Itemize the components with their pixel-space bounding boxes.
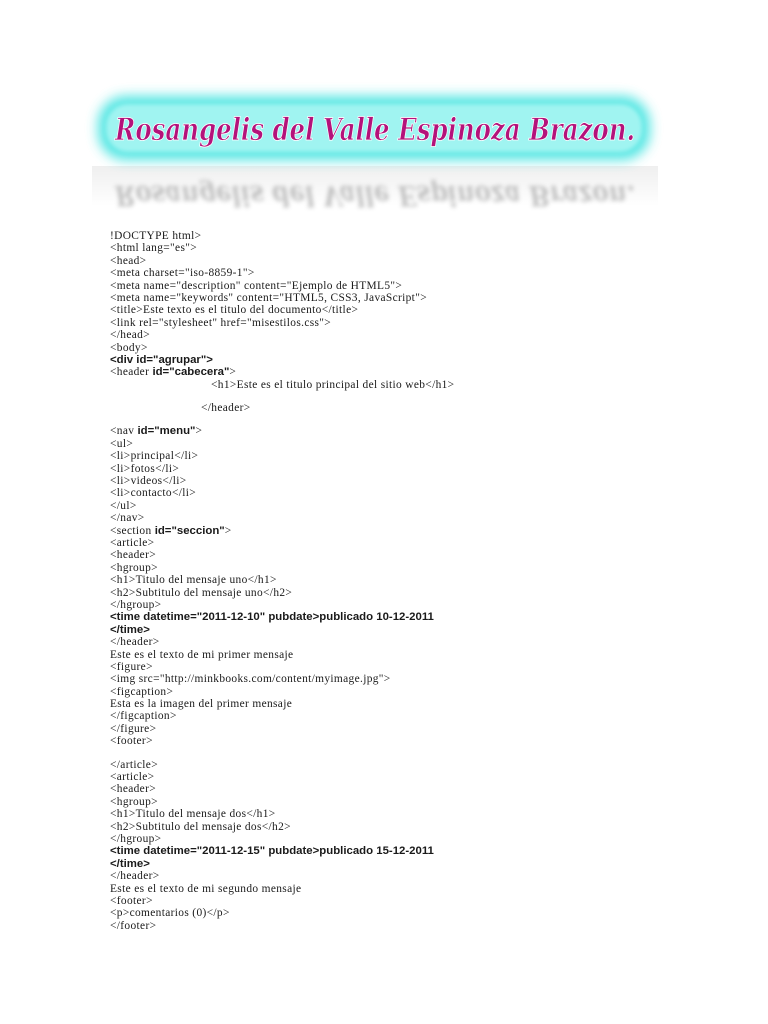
code-line-bold: <time datetime="2011-12-10" pubdate>publicado 10-12-2011 [110,611,434,624]
code-line: <article> [110,536,155,549]
code-line: <h2>Subtitulo del mensaje uno</h2> [110,586,293,599]
code-line: <footer> [110,894,153,907]
code-line: <h2>Subtitulo del mensaje dos</h2> [110,820,291,833]
code-fragment-bold: id="cabecera" [152,366,230,379]
code-fragment-bold: id="menu" [137,425,196,438]
code-line: </head> [110,329,150,342]
code-line: Este es el texto de mi primer mensaje [110,648,294,661]
blank-line [110,748,750,759]
code-fragment: > [229,366,237,379]
code-line: <h1>Titulo del mensaje uno</h1> [110,574,277,587]
code-line: <img src="http://minkbooks.com/content/myimage.jpg"> [110,673,391,686]
code-line: Esta es la imagen del primer mensaje [110,698,293,711]
code-line: <link rel="stylesheet" href="misestilos.css"> [110,316,332,329]
code-line: <footer> [110,735,153,748]
banner-graphic [92,82,658,222]
code-line: <head> [110,254,147,267]
code-fragment: > [195,425,203,438]
code-line: </footer> [110,919,157,932]
code-line-bold: <time datetime="2011-12-15" pubdate>publicado 15-12-2011 [110,845,434,858]
code-line: <header> [110,549,156,562]
banner-title-reflection: Rosangelis del Valle Espinoza Brazon. [114,179,635,212]
code-line: </header> [201,402,251,415]
code-line: <body> [110,341,148,354]
code-line: </figure> [110,722,157,735]
code-line: </ul> [110,499,137,512]
code-line: <li>contacto</li> [110,487,197,500]
banner-reflection-fade [92,166,658,206]
code-line: <figure> [110,660,153,673]
code-line: <h1>Titulo del mensaje dos</h1> [110,808,276,821]
code-line: <li>fotos</li> [110,462,180,475]
code-line-bold: </time> [110,857,150,870]
code-line-bold: </time> [110,623,150,636]
code-line: Este es el texto de mi segundo mensaje [110,882,302,895]
html-code-listing [110,230,750,932]
code-line: <hgroup> [110,795,158,808]
code-line [110,366,750,378]
code-line: <p>comentarios (0)</p> [110,907,230,920]
name-banner-logo [92,82,658,222]
code-fragment-bold: id="seccion" [154,524,225,537]
code-line: </hgroup> [110,598,162,611]
code-fragment: <nav [110,425,138,438]
code-line: <title>Este texto es el titulo del documento</title> [110,304,359,317]
blank-line [110,414,750,425]
code-line [110,525,750,537]
code-fragment: <header [110,366,153,379]
code-line: </header> [110,636,160,649]
code-line: <h1>Este es el titulo principal del sitio web</h1> [211,378,455,391]
code-line: <meta charset="iso-8859-1"> [110,267,255,280]
code-line: <figcaption> [110,685,174,698]
code-fragment: <section [110,524,155,537]
code-line: <header> [110,783,156,796]
code-line [110,425,750,437]
code-line: </article> [110,758,158,771]
code-line: </header> [110,870,160,883]
code-line: </nav> [110,512,145,525]
code-line: <li>principal</li> [110,450,199,463]
code-line: </hgroup> [110,832,162,845]
code-line: <ul> [110,437,134,450]
banner-title: Rosangelis del Valle Espinoza Brazon. [114,112,635,148]
code-line: <hgroup> [110,561,158,574]
code-line: <html lang="es"> [110,242,198,255]
code-line: <article> [110,771,155,784]
code-line-bold: <div id="agrupar"> [110,353,213,366]
code-line: <meta name="keywords" content="HTML5, CSS3, JavaScript"> [110,291,427,304]
code-line: <li>videos</li> [110,475,187,488]
code-fragment: > [224,524,232,537]
code-line: </figcaption> [110,710,177,723]
code-line: !DOCTYPE html> [110,230,202,242]
code-line: <meta name="description" content="Ejemplo de HTML5"> [110,279,403,292]
blank-line [110,391,750,402]
